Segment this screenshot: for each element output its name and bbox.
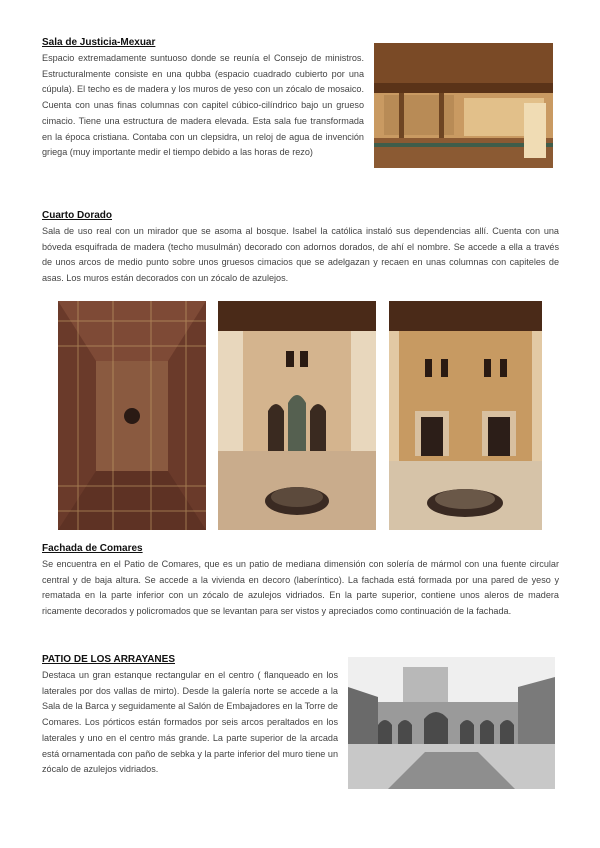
section-heading: PATIO DE LOS ARRAYANES — [42, 654, 175, 665]
section-sala-justicia — [42, 36, 364, 161]
arrayanes-engraving — [348, 657, 555, 789]
section-heading: Sala de Justicia-Mexuar — [42, 37, 156, 48]
section-paragraph: Espacio extremadamente suntuoso donde se reunía el Consejo de ministros. Estructuralmente consiste en una qubba (espacio cuadrado cubierto por una cúpula). El techo es de madera y los muros de yeso con un zócalo de mosaico. Cuenta con unas finas columnas con capitel cúbico-cilíndrico bajo un grueso cimacio. Tiene una estructura de madera elevada. Esta sala fue transformada en la época cristiana. Contaba con un clepsidra, un reloj de agua de invención griega (muy importante medir el tiempo debido a las horas de rezo) — [42, 53, 364, 158]
ceiling-photo — [58, 301, 206, 530]
patio-photo-2 — [389, 301, 542, 530]
mexuar-photo — [374, 43, 553, 168]
section-cuarto-dorado — [42, 209, 559, 287]
section-paragraph: Sala de uso real con un mirador que se asoma al bosque. Isabel la católica instaló sus dependencias allí. Cuenta con una bóveda esquifrada de madera (techo musulmán) decorado con adornos dorados, de ahí el nombre. Se accede a ella a través de unos arcos de medio punto sobre unos gruesos cimacios que se adelgazan y recaen en unas columnas con capiteles de asas. Los muros están decorados con un zócalo de azulejos. — [42, 226, 559, 284]
section-heading: Cuarto Dorado — [42, 210, 112, 221]
section-fachada-comares — [42, 542, 559, 620]
section-paragraph: Se encuentra en el Patio de Comares, que es un patio de mediana dimensión con solería de mármol con una fuente circular central y de baja altura. Se accede a la vivienda en decoro (laberíntico). La fachada está formada por una pared de yeso y rematada en la parte inferior con un zócalo de azulejos vidriados. En la parte superior, contiene unos aleros de madera ricamente decorados y policromados que se levantan para ser vistos y apreciados como continuación de la fachada. — [42, 559, 559, 617]
patio-photo-1 — [218, 301, 376, 530]
section-patio-arrayanes — [42, 653, 338, 778]
section-heading: Fachada de Comares — [42, 543, 143, 554]
section-paragraph: Destaca un gran estanque rectangular en el centro ( flanqueado en los laterales por dos vallas de mirto). Desde la galería norte se accede a la Sala de la Barca y seguidamente al Salón de Embajadores en la Torre de Comares. Los pórticos están formados por seis arcos peraltados en los laterales y uno en el centro más grande. La parte superior de la arcada está ornamentada con paño de sebka y la parte inferior del muro tiene un zócalo de azulejos vidriados. — [42, 670, 338, 775]
